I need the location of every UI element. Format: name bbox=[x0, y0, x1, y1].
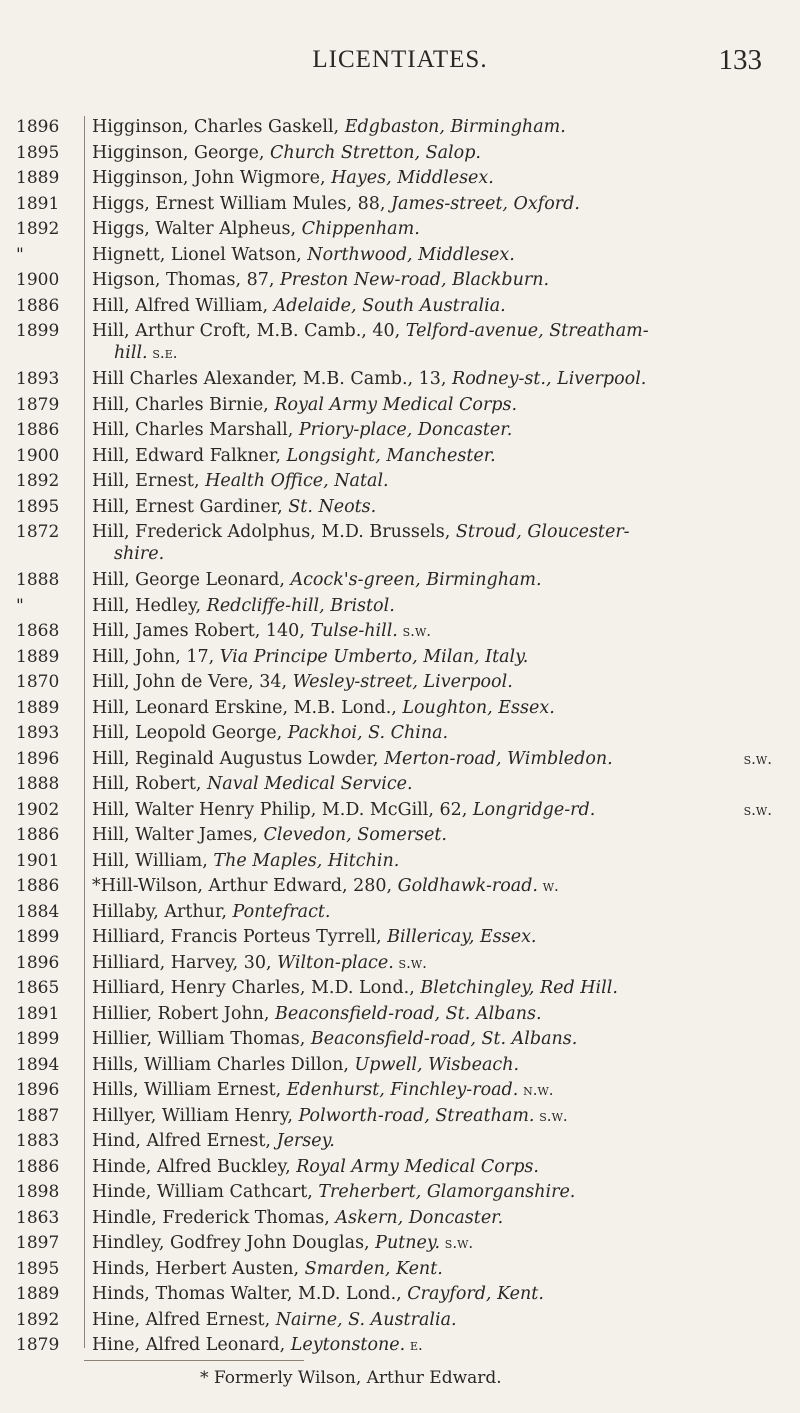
entry-text bbox=[92, 496, 772, 518]
entry-text bbox=[92, 1130, 772, 1152]
list-item bbox=[0, 295, 800, 321]
entry-year: 1886 bbox=[16, 1156, 60, 1177]
entry-name: Hill, Reginald Augustus Lowder, bbox=[92, 748, 385, 769]
entry-text bbox=[92, 875, 772, 897]
entry-year: 1897 bbox=[16, 1233, 60, 1253]
entry-place: Bletchingley, Red Hill. bbox=[420, 978, 618, 998]
entry-text bbox=[92, 901, 772, 923]
entry-year: 1901 bbox=[16, 850, 60, 871]
entry-place: Treherbert, Glamorganshire. bbox=[318, 1182, 576, 1202]
list-item bbox=[0, 1105, 800, 1131]
entry-name: Hills, William Charles Dillon, bbox=[92, 1054, 355, 1075]
entry-name: Hill, Walter Henry Philip, M.D. McGill, 62, bbox=[92, 799, 473, 820]
entry-year: 1898 bbox=[16, 1182, 60, 1202]
entry-place: Smarden, Kent. bbox=[304, 1258, 443, 1279]
entry-text bbox=[92, 1283, 772, 1305]
list-item bbox=[0, 697, 800, 723]
entry-place: Telford-avenue, Streatham- bbox=[405, 321, 649, 341]
entry-text bbox=[92, 1207, 772, 1229]
page-header bbox=[0, 46, 800, 86]
entry-place: St. Neots. bbox=[288, 496, 377, 517]
list-item bbox=[0, 1079, 800, 1105]
running-title: LICENTIATES. bbox=[312, 46, 488, 73]
entry-year: 1888 bbox=[16, 774, 60, 794]
entry-year: 1863 bbox=[16, 1207, 60, 1228]
entry-text bbox=[92, 295, 772, 317]
footnote: * Formerly Wilson, Arthur Edward. bbox=[200, 1368, 502, 1388]
entry-year: 1889 bbox=[16, 168, 60, 188]
entry-place: Longridge-rd. bbox=[472, 799, 596, 820]
list-item bbox=[0, 671, 800, 697]
list-item bbox=[0, 977, 800, 1003]
list-item bbox=[0, 620, 800, 646]
entry-year: 1886 bbox=[16, 420, 60, 440]
entry-place: Wilton-place. bbox=[277, 952, 394, 973]
list-item bbox=[0, 521, 800, 569]
list-item bbox=[0, 167, 800, 193]
entry-year: 1870 bbox=[16, 672, 60, 692]
entry-text bbox=[92, 445, 772, 467]
list-item bbox=[0, 1003, 800, 1029]
entry-district: s.w. bbox=[393, 953, 427, 972]
entry-year: 1891 bbox=[16, 193, 60, 214]
entry-year: 1899 bbox=[16, 927, 60, 947]
entry-place: Edenhurst, Finchley-road. bbox=[286, 1080, 519, 1100]
list-item bbox=[0, 269, 800, 295]
entry-text bbox=[92, 394, 772, 416]
entry-place: Adelaide, South Australia. bbox=[273, 295, 506, 316]
entry-name: Hill, John de Vere, 34, bbox=[92, 672, 293, 692]
entry-year: 1896 bbox=[16, 117, 60, 137]
list-item bbox=[0, 1283, 800, 1309]
entry-place: Crayford, Kent. bbox=[407, 1284, 544, 1304]
list-item bbox=[0, 952, 800, 978]
entry-text bbox=[92, 799, 772, 821]
entry-text bbox=[92, 1181, 772, 1203]
entry-name: Hilliard, Henry Charles, M.D. Lond., bbox=[92, 978, 421, 998]
entry-year: 1902 bbox=[16, 799, 60, 820]
entry-year: 1891 bbox=[16, 1003, 60, 1024]
footnote-rule bbox=[84, 1360, 304, 1361]
entry-place: Putney. bbox=[375, 1233, 441, 1253]
entry-year: 1895 bbox=[16, 496, 60, 517]
entry-year: 1896 bbox=[16, 1080, 60, 1100]
entry-name: Hillier, William Thomas, bbox=[92, 1029, 311, 1049]
entries-list bbox=[0, 116, 800, 1360]
entry-name: Hill Charles Alexander, M.B. Camb., 13, bbox=[92, 369, 453, 389]
entry-text bbox=[92, 595, 772, 617]
entry-year: 1899 bbox=[16, 1029, 60, 1049]
entry-text bbox=[92, 952, 772, 974]
entry-name: Hilliard, Harvey, 30, bbox=[92, 952, 278, 973]
entry-text bbox=[92, 470, 772, 492]
list-item bbox=[0, 748, 800, 774]
entry-name: Hill, James Robert, 140, bbox=[92, 621, 311, 641]
entry-text bbox=[92, 218, 772, 240]
entry-name: Higginson, John Wigmore, bbox=[92, 168, 332, 188]
entry-name: Hindley, Godfrey John Douglas, bbox=[92, 1233, 376, 1253]
entry-place: Askern, Doncaster. bbox=[335, 1207, 504, 1228]
entry-text bbox=[92, 116, 772, 138]
entry-year: 1896 bbox=[16, 952, 60, 973]
entry-text bbox=[92, 1334, 772, 1356]
entry-year: 1900 bbox=[16, 445, 60, 466]
entry-text bbox=[92, 722, 772, 744]
entry-name: Hills, William Ernest, bbox=[92, 1080, 287, 1100]
entry-text bbox=[92, 244, 772, 266]
entry-year: 1886 bbox=[16, 825, 60, 845]
entry-text bbox=[92, 569, 772, 591]
entry-place: Acock's-green, Birmingham. bbox=[290, 570, 542, 590]
list-item bbox=[0, 1028, 800, 1054]
entry-year: 1886 bbox=[16, 876, 60, 896]
entry-continuation bbox=[92, 543, 772, 565]
entry-place: Hayes, Middlesex. bbox=[331, 168, 494, 188]
list-item bbox=[0, 218, 800, 244]
entry-text bbox=[92, 142, 772, 164]
entry-place: Northwood, Middlesex. bbox=[307, 244, 515, 265]
entry-year: 1879 bbox=[16, 394, 60, 415]
list-item bbox=[0, 824, 800, 850]
entry-place: Church Stretton, Salop. bbox=[269, 142, 481, 163]
entry-name: Hill, Hedley, bbox=[92, 595, 207, 616]
list-item bbox=[0, 1232, 800, 1258]
entry-year: 1872 bbox=[16, 522, 60, 542]
page-number: 133 bbox=[718, 44, 762, 76]
entry-text bbox=[92, 671, 772, 693]
entry-name: Hinds, Thomas Walter, M.D. Lond., bbox=[92, 1284, 408, 1304]
entry-place: Merton-road, Wimbledon. bbox=[384, 748, 613, 769]
entry-place: Billericay, Essex. bbox=[387, 927, 537, 947]
entry-text bbox=[92, 646, 772, 668]
entry-year: 1883 bbox=[16, 1131, 60, 1151]
list-item bbox=[0, 773, 800, 799]
entry-text bbox=[92, 1105, 772, 1127]
list-item bbox=[0, 1130, 800, 1156]
entry-text bbox=[92, 1309, 772, 1331]
entry-place: Polworth-road, Streatham. bbox=[298, 1105, 535, 1126]
entry-year: 1888 bbox=[16, 570, 60, 590]
entry-name: Hill, Frederick Adolphus, M.D. Brussels, bbox=[92, 522, 456, 542]
entry-text bbox=[92, 193, 772, 215]
list-item bbox=[0, 595, 800, 621]
entry-place: Edgbaston, Birmingham. bbox=[344, 117, 566, 137]
entry-name: Higgs, Walter Alpheus, bbox=[92, 219, 302, 239]
list-item bbox=[0, 244, 800, 270]
entry-year: 1879 bbox=[16, 1335, 60, 1355]
entry-text bbox=[92, 926, 772, 948]
entry-district: s.w. bbox=[534, 1106, 568, 1125]
entry-text bbox=[92, 977, 772, 999]
entry-name: Hill, Edward Falkner, bbox=[92, 445, 287, 466]
entry-district: s.w. bbox=[743, 800, 772, 819]
list-item bbox=[0, 1181, 800, 1207]
entry-name: Hill, Ernest, bbox=[92, 471, 206, 491]
entry-text bbox=[92, 620, 772, 642]
entry-year: 1893 bbox=[16, 723, 60, 743]
entry-name: Hilliard, Francis Porteus Tyrrell, bbox=[92, 927, 388, 947]
entry-district: s.w. bbox=[743, 749, 772, 768]
entry-text bbox=[92, 1258, 772, 1280]
entry-place: Wesley-street, Liverpool. bbox=[292, 672, 513, 692]
list-item bbox=[0, 850, 800, 876]
entry-name: Hinde, Alfred Buckley, bbox=[92, 1156, 297, 1177]
entry-place: Via Principe Umberto, Milan, Italy. bbox=[219, 646, 529, 667]
entry-text bbox=[92, 850, 772, 872]
entry-year: 1865 bbox=[16, 978, 60, 998]
entry-text bbox=[92, 748, 772, 770]
entry-name: Hill, Alfred William, bbox=[92, 295, 274, 316]
list-item bbox=[0, 1207, 800, 1233]
entry-name: Hill, Robert, bbox=[92, 774, 207, 794]
list-item bbox=[0, 470, 800, 496]
list-item bbox=[0, 926, 800, 952]
entry-place: Packhoi, S. China. bbox=[287, 723, 449, 743]
entry-name: Higson, Thomas, 87, bbox=[92, 270, 280, 290]
entry-name: Higginson, George, bbox=[92, 142, 270, 163]
entry-year: 1889 bbox=[16, 646, 60, 667]
entry-name: Hill, George Leonard, bbox=[92, 570, 291, 590]
entry-district: w. bbox=[537, 877, 559, 895]
list-item bbox=[0, 116, 800, 142]
entry-place: James-street, Oxford. bbox=[391, 193, 580, 214]
entry-text bbox=[92, 1079, 772, 1101]
entry-text bbox=[92, 824, 772, 846]
entry-text bbox=[92, 773, 772, 795]
entry-name: Hindle, Frederick Thomas, bbox=[92, 1207, 336, 1228]
list-item bbox=[0, 901, 800, 927]
list-item bbox=[0, 1334, 800, 1360]
entry-name: Hill, Ernest Gardiner, bbox=[92, 496, 289, 517]
entry-name: Hill, Leopold George, bbox=[92, 723, 288, 743]
entry-text bbox=[92, 521, 772, 565]
entry-continuation bbox=[92, 342, 772, 364]
entry-name: Hine, Alfred Ernest, bbox=[92, 1309, 276, 1330]
entry-year: 1900 bbox=[16, 270, 60, 290]
list-item bbox=[0, 320, 800, 368]
entry-district: e. bbox=[405, 1336, 423, 1354]
list-item bbox=[0, 569, 800, 595]
entry-name: Hill, John, 17, bbox=[92, 646, 220, 667]
entry-text bbox=[92, 1054, 772, 1076]
entry-place-continued: hill. bbox=[114, 343, 148, 363]
list-item bbox=[0, 193, 800, 219]
entry-name: Hill, Leonard Erskine, M.B. Lond., bbox=[92, 697, 403, 718]
entry-name: Hill, Charles Marshall, bbox=[92, 420, 299, 440]
entry-place: Chippenham. bbox=[301, 219, 420, 239]
entry-place: Rodney-st., Liverpool. bbox=[452, 369, 647, 389]
entry-name: *Hill-Wilson, Arthur Edward, 280, bbox=[92, 876, 398, 896]
entry-place: Loughton, Essex. bbox=[402, 697, 555, 718]
entry-place: Tulse-hill. bbox=[310, 621, 398, 641]
entry-name: Hinds, Herbert Austen, bbox=[92, 1258, 305, 1279]
entry-district: n.w. bbox=[518, 1081, 554, 1099]
entry-name: Higginson, Charles Gaskell, bbox=[92, 117, 345, 137]
entry-place: Health Office, Natal. bbox=[205, 471, 389, 491]
entry-name: Hillier, Robert John, bbox=[92, 1003, 276, 1024]
entry-name: Hillaby, Arthur, bbox=[92, 901, 233, 922]
list-item bbox=[0, 142, 800, 168]
entry-place: Pontefract. bbox=[232, 901, 331, 922]
entry-place: The Maples, Hitchin. bbox=[213, 850, 400, 871]
list-item bbox=[0, 1258, 800, 1284]
list-item bbox=[0, 394, 800, 420]
entry-place: Beaconsfield-road, St. Albans. bbox=[310, 1029, 578, 1049]
entry-year: 1889 bbox=[16, 1284, 60, 1304]
list-item bbox=[0, 799, 800, 825]
list-item bbox=[0, 1054, 800, 1080]
entry-text bbox=[92, 167, 772, 189]
entry-year: 1889 bbox=[16, 697, 60, 718]
entry-name: Hill, Walter James, bbox=[92, 825, 264, 845]
entry-year: 1868 bbox=[16, 621, 60, 641]
entry-place: Clevedon, Somerset. bbox=[263, 825, 447, 845]
entry-place: Upwell, Wisbeach. bbox=[354, 1054, 520, 1075]
entry-district: s.e. bbox=[147, 344, 178, 362]
list-item bbox=[0, 419, 800, 445]
entry-place: Royal Army Medical Corps. bbox=[274, 394, 518, 415]
entry-name: Higgs, Ernest William Mules, 88, bbox=[92, 193, 392, 214]
entry-year: 1894 bbox=[16, 1054, 60, 1075]
entry-text bbox=[92, 1003, 772, 1025]
entry-place: Jersey. bbox=[276, 1131, 335, 1151]
entry-text bbox=[92, 368, 772, 390]
entry-year: 1892 bbox=[16, 1309, 60, 1330]
entry-district: s.w. bbox=[440, 1234, 474, 1252]
entry-name: Hignett, Lionel Watson, bbox=[92, 244, 308, 265]
list-item bbox=[0, 875, 800, 901]
entry-name: Hill, William, bbox=[92, 850, 214, 871]
entry-year: 1899 bbox=[16, 321, 60, 341]
entry-place: Preston New-road, Blackburn. bbox=[279, 270, 550, 290]
entry-name: Hind, Alfred Ernest, bbox=[92, 1131, 277, 1151]
list-item bbox=[0, 496, 800, 522]
entry-year: 1895 bbox=[16, 1258, 60, 1279]
list-item bbox=[0, 368, 800, 394]
entry-text bbox=[92, 1156, 772, 1178]
entry-place-continued: shire. bbox=[114, 544, 165, 564]
entry-place: Stroud, Gloucester- bbox=[455, 522, 630, 542]
entry-text bbox=[92, 419, 772, 441]
entry-name: Hill, Arthur Croft, M.B. Camb., 40, bbox=[92, 321, 406, 341]
entry-place: Longsight, Manchester. bbox=[286, 445, 496, 466]
entry-year: 1884 bbox=[16, 901, 60, 922]
entry-district: s.w. bbox=[397, 622, 432, 640]
entry-name: Hill, Charles Birnie, bbox=[92, 394, 275, 415]
list-item bbox=[0, 722, 800, 748]
entry-text bbox=[92, 697, 772, 719]
entry-place: Royal Army Medical Corps. bbox=[296, 1156, 539, 1177]
entry-place: Priory-place, Doncaster. bbox=[298, 420, 513, 440]
entry-place: Naval Medical Service. bbox=[206, 774, 413, 794]
list-item bbox=[0, 1156, 800, 1182]
entry-place: Nairne, S. Australia. bbox=[275, 1309, 457, 1330]
entry-year: 1892 bbox=[16, 219, 60, 239]
entry-place: Leytonstone. bbox=[290, 1335, 406, 1355]
entry-year: 1895 bbox=[16, 142, 60, 163]
list-item bbox=[0, 445, 800, 471]
entry-year: 1886 bbox=[16, 295, 60, 316]
list-item bbox=[0, 646, 800, 672]
entry-year: 1892 bbox=[16, 471, 60, 491]
entry-year: " bbox=[16, 244, 24, 265]
list-item bbox=[0, 1309, 800, 1335]
entry-year: 1896 bbox=[16, 748, 60, 769]
entry-name: Hinde, William Cathcart, bbox=[92, 1182, 319, 1202]
entry-year: " bbox=[16, 595, 24, 616]
entry-place: Beaconsfield-road, St. Albans. bbox=[275, 1003, 542, 1024]
entry-text bbox=[92, 320, 772, 364]
entry-name: Hillyer, William Henry, bbox=[92, 1105, 299, 1126]
entry-year: 1887 bbox=[16, 1105, 60, 1126]
entry-text bbox=[92, 1232, 772, 1254]
entry-place: Redcliffe-hill, Bristol. bbox=[206, 595, 395, 616]
entry-text bbox=[92, 1028, 772, 1050]
entry-place: Goldhawk-road. bbox=[397, 876, 538, 896]
entry-name: Hine, Alfred Leonard, bbox=[92, 1335, 291, 1355]
entry-text bbox=[92, 269, 772, 291]
entry-year: 1893 bbox=[16, 369, 60, 389]
